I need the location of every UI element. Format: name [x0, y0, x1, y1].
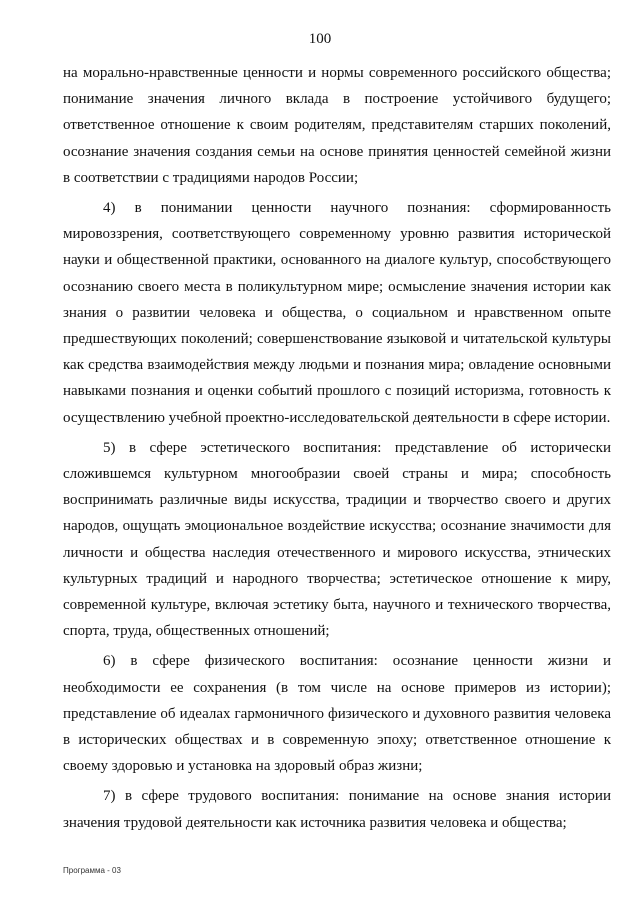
paragraph-continuation: на морально-нравственные ценности и нормы современного российского общества; понимание значения личного вклада в построение устойчивого будущего; ответственное отношение к своим родителям, представителям старших поколений, осознание значения создания семьи на основе принятия ценностей семейной жизни в соответствии с традициями народов России; — [63, 65, 611, 186]
body-text — [63, 60, 611, 840]
paragraph-item-5: 5) в сфере эстетического воспитания: представление об исторически сложившемся культурном многообразии своей страны и мира; способность воспринимать различные виды искусства, традиции и творчество своего и других народов, ощущать эмоциональное воздействие искусства; осознание значимости для личности и общества наследия отечественного и мирового искусства, этнических культурных традиций и народного творчества; эстетическое отношение к миру, современной культуре, включая эстетику быта, научного и технического творчества, спорта, труда, общественных отношений; — [63, 439, 611, 640]
paragraph-item-6: 6) в сфере физического воспитания: осознание ценности жизни и необходимости ее сохранения (в том числе на основе примеров из истории); представление об идеалах гармоничного физического и духовного развития человека в исторических обществах и в современную эпоху; ответственное отношение к своему здоровью и установка на здоровый образ жизни; — [63, 653, 611, 775]
footer-label: Программа - 03 — [63, 866, 121, 875]
page-number: 100 — [308, 31, 332, 47]
paragraph-item-4: 4) в понимании ценности научного познания: сформированность мировоззрения, соответствующего современному уровню развития исторической науки и общественной практики, основанного на диалоге культур, способствующего осознанию своего места в поликультурном мире; осмысление значения истории как знания о развитии человека и общества, о социальном и нравственном опыте предшествующих поколений; совершенствование языковой и читательской культуры как средства взаимодействия между людьми и познания мира; овладение основными навыками познания и оценки событий прошлого с позиций историзма, готовность к осуществлению учебной проектно-исследовательской деятельности в сфере истории. — [63, 200, 611, 426]
paragraph-item-7: 7) в сфере трудового воспитания: понимание на основе знания истории значения трудовой деятельности как источника развития человека и общества; — [63, 788, 611, 831]
